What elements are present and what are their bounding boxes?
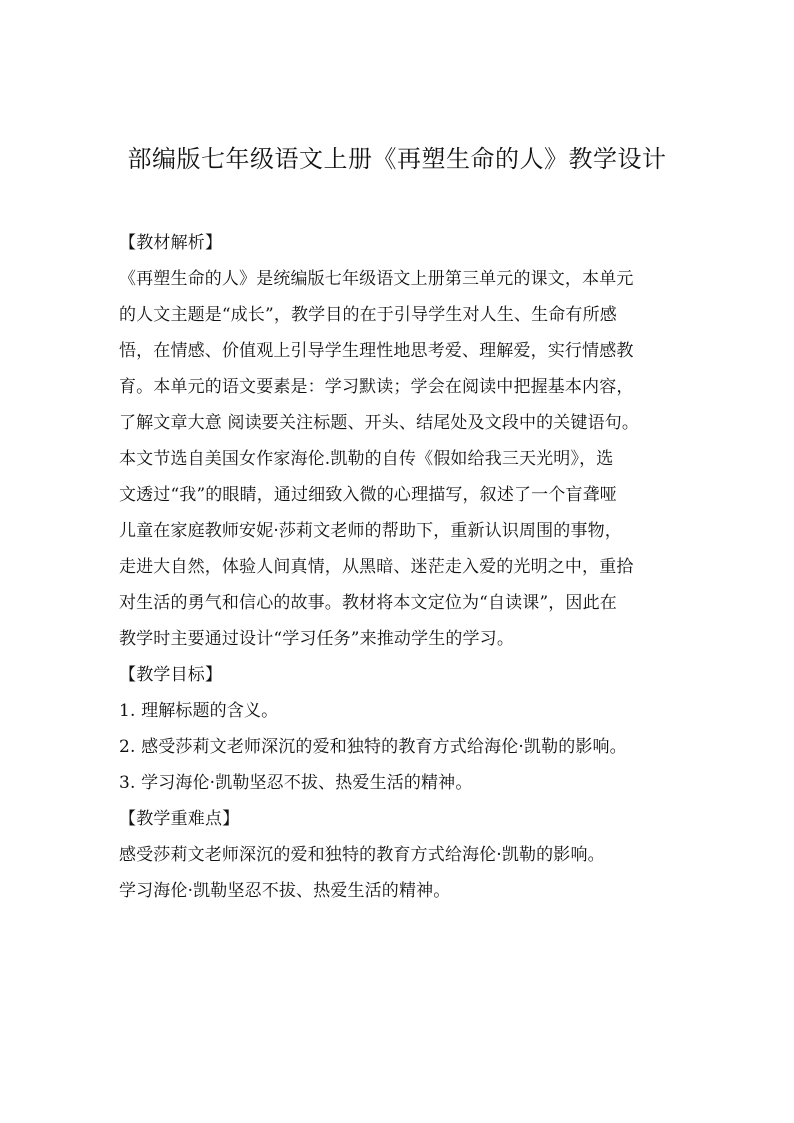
paragraph-line: 悟，在情感、价值观上引导学生理性地思考爱、理解爱，实行情感教: [119, 341, 634, 361]
paragraph-line: 的人文主题是“成长”，教学目的在于引导学生对人生、生命有所感: [119, 305, 617, 325]
difficulty-line: 学习海伦·凯勒坚忍不拔、热爱生活的精神。: [119, 881, 451, 901]
section-heading-teaching-objectives: 【教学目标】: [119, 665, 223, 685]
document-body: [119, 228, 677, 912]
paragraph-line: 教学时主要通过设计“学习任务”来推动学生的学习。: [119, 629, 514, 649]
objective-item: 1. 理解标题的含义。: [119, 701, 279, 721]
document-title: 部编版七年级语文上册《再塑生命的人》教学设计: [127, 145, 667, 173]
paragraph-line: 对生活的勇气和信心的故事。教材将本文定位为“自读课”，因此在: [119, 593, 617, 613]
paragraph-line: 《再塑生命的人》是统编版七年级语文上册第三单元的课文，本单元: [119, 269, 634, 289]
paragraph-line: 儿童在家庭教师安妮·莎莉文老师的帮助下，重新认识周围的事物，: [119, 521, 622, 541]
objective-item: 3. 学习海伦·凯勒坚忍不拔、热爱生活的精神。: [119, 773, 473, 793]
objective-item: 2. 感受莎莉文老师深沉的爱和独特的教育方式给海伦·凯勒的影响。: [119, 737, 627, 757]
section-heading-textbook-analysis: 【教材解析】: [119, 233, 223, 253]
paragraph-line: 育。本单元的语文要素是：学习默读；学会在阅读中把握基本内容，: [119, 377, 634, 397]
paragraph-line: 本文节选自美国女作家海伦.凯勒的自传《假如给我三天光明》，选: [119, 449, 614, 469]
paragraph-line: 走进大自然，体验人间真情，从黑暗、迷茫走入爱的光明之中，重拾: [119, 557, 634, 577]
section-heading-key-difficulties: 【教学重难点】: [119, 809, 240, 829]
difficulty-line: 感受莎莉文老师深沉的爱和独特的教育方式给海伦·凯勒的影响。: [119, 845, 605, 865]
paragraph-line: 文透过“我”的眼睛，通过细致入微的心理描写，叙述了一个盲聋哑: [119, 485, 617, 505]
paragraph-line: 了解文章大意 阅读要关注标题、开头、结尾处及文段中的关键语句。: [119, 413, 640, 433]
